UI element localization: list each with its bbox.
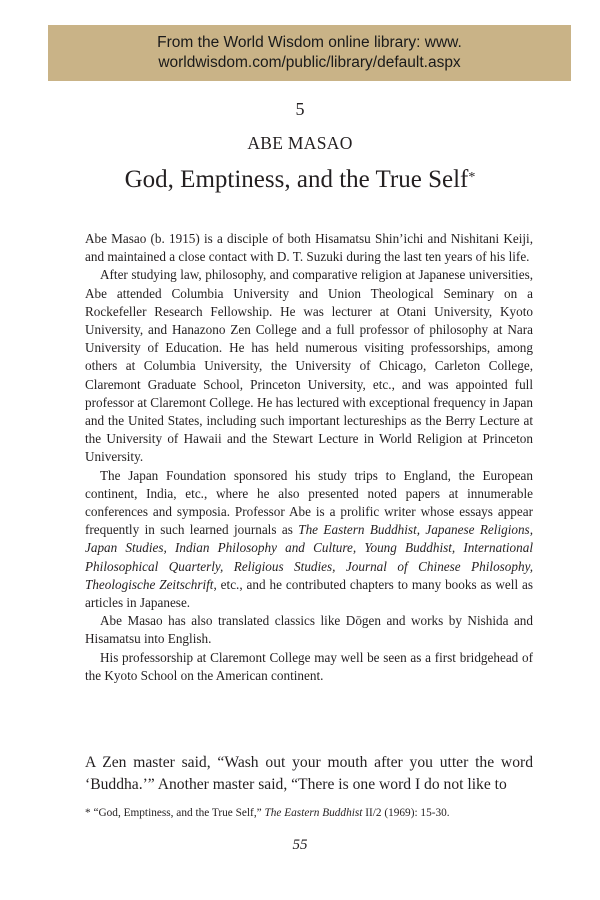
title-footnote-marker: * (468, 170, 476, 185)
library-link-line-2[interactable]: worldwisdom.com/public/library/default.aspx (158, 54, 461, 71)
footnote (85, 806, 533, 821)
intro-paragraph-4: Abe Masao has also translated classics like Dōgen and works by Nishida and Hisamatsu into English. (85, 613, 533, 647)
chapter-title (0, 164, 600, 196)
author-introduction (85, 230, 533, 685)
library-link-line-1[interactable]: From the World Wisdom online library: www. (157, 34, 462, 51)
footnote-citation: II/2 (1969): 15-30. (362, 807, 450, 819)
essay-paragraph-1: A Zen master said, “Wash out your mouth after you utter the word ‘Buddha.’” Another master said, “There is one word I do not like to (85, 754, 533, 793)
intro-paragraph-3-start: The Japan Foundation sponsored his study trips to England, the European continent, India, etc., where he also presented noted papers at innumerable conferences and symposia. Professor Abe is a prolific writer whose essays appear frequently in such learned journals as (85, 467, 533, 538)
intro-paragraph-3 (85, 467, 533, 613)
footnote-text: * “God, Emptiness, and the True Self,” (85, 807, 265, 819)
chapter-number: 5 (295, 99, 305, 119)
journal-list: The Eastern Buddhist, Japanese Religions, Japan Studies, Indian Philosophy and Culture, Young Buddhist, International Philosophical Quarterly, Religious Studies, Journal of Chinese Philosophy, Theologische Zeitschrift (85, 522, 533, 592)
chapter-author: ABE MASAO (247, 133, 353, 153)
intro-paragraph-2: After studying law, philosophy, and comparative religion at Japanese universities, Abe attended Columbia University and Union Theological Seminary on a Rockefeller Research Fellowship. He was lecturer at Otani University, Kyoto University, and Hanazono Zen College and a full professor of philosophy at Nara University of Education. He has held numerous visiting professorships, among others at Columbia University, the University of Chicago, Carleton College, Claremont Graduate School, Princeton University, etc., and was appointed full professor at Claremont College. He has lectured with exceptional frequency in Japan and the United States, including such important lectureships as the Berry Lecture at the University of Hawaii and the Stewart Lecture in World Religion at Princeton University. (85, 267, 533, 465)
intro-paragraph-1: Abe Masao (b. 1915) is a disciple of both Hisamatsu Shin’ichi and Nishitani Keiji, and maintained a close contact with D. T. Suzuki during the last ten years of his life. (85, 231, 533, 265)
chapter-title-text: God, Emptiness, and the True Self (124, 166, 469, 193)
intro-paragraph-5: His professorship at Claremont College may well be seen as a first bridgehead of the Kyoto School on the American continent. (85, 649, 533, 683)
page-number: 55 (292, 837, 308, 853)
intro-paragraph-3-end: , etc., and he contributed chapters to many books as well as articles in Japanese. (85, 576, 534, 611)
footnote-journal: The Eastern Buddhist (264, 807, 363, 819)
library-source-banner (48, 25, 571, 81)
essay-body (85, 752, 533, 796)
